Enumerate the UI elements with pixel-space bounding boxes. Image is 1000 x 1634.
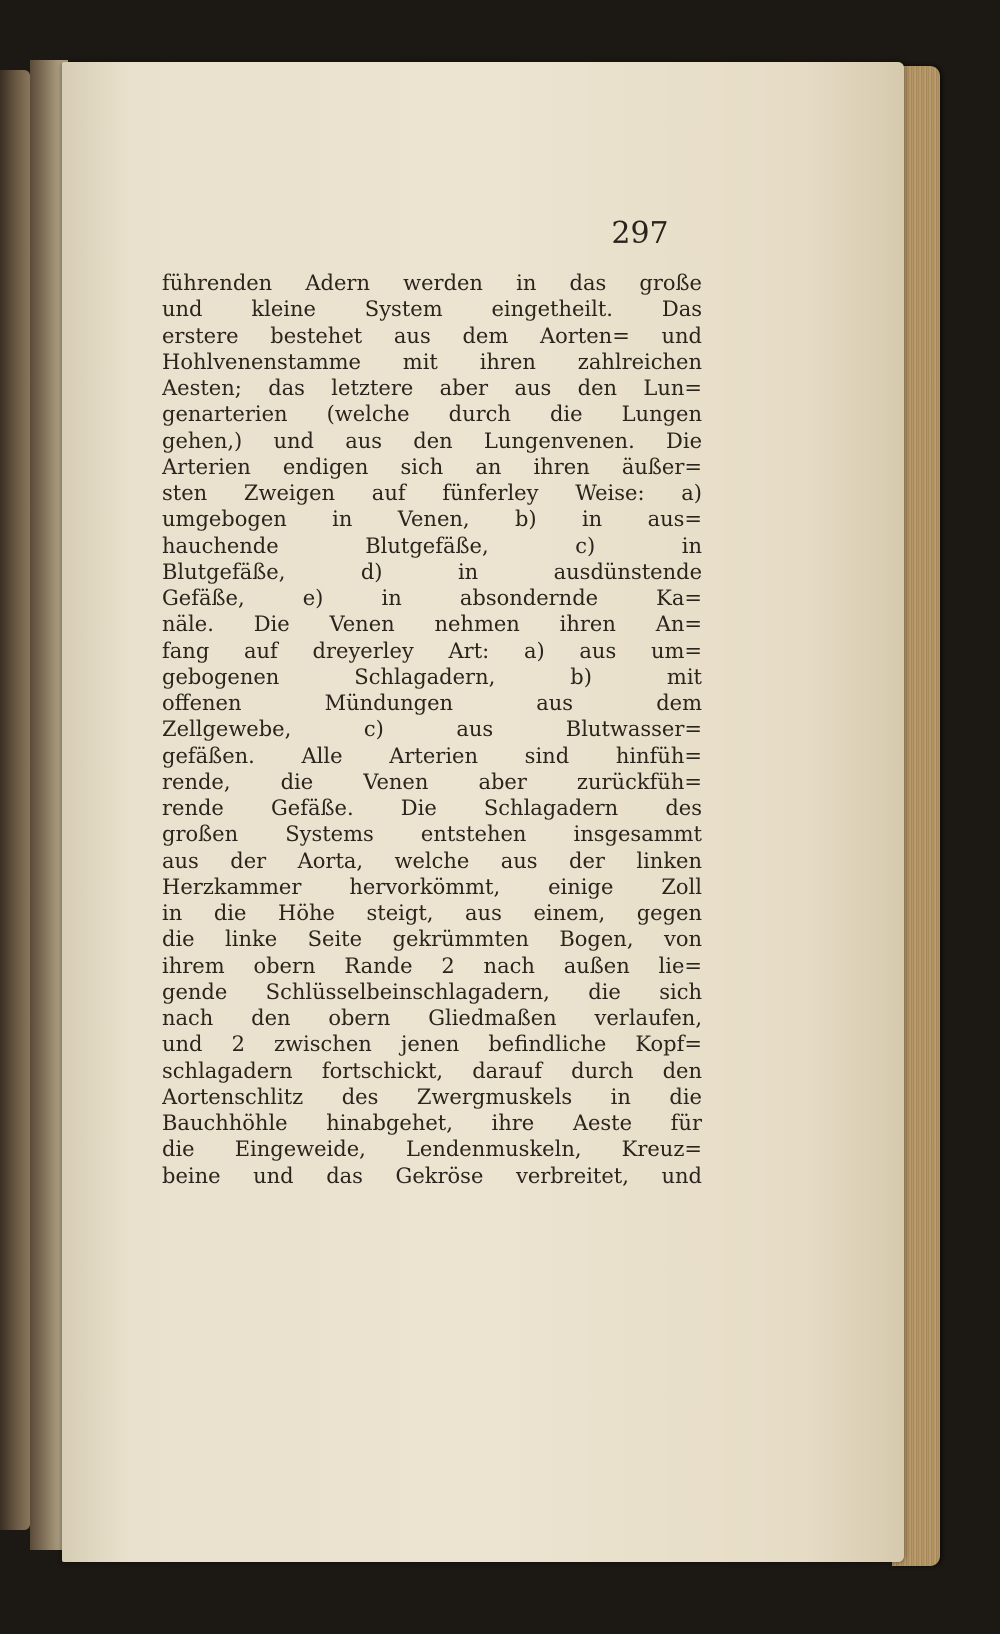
text-line: aus der Aorta, welche aus der linken [162,848,702,873]
text-line: Zellgewebe, c) aus Blutwasser= [162,717,702,742]
text-line: die linke Seite gekrümmten Bogen, von [162,927,702,952]
text-line: in die Höhe steigt, aus einem, gegen [162,901,702,925]
text-line: rende, die Venen aber zurückfüh= [162,769,702,794]
text-line: rende Gefäße. Die Schlagadern des [162,796,702,820]
text-line: führenden Adern werden in das große [162,271,702,295]
text-line: Arterien endigen sich an ihren äußer= [162,454,702,479]
text-line: sten Zweigen auf fünferley Weise: a) [162,481,702,505]
page-number: 297 [611,216,669,251]
text-line: gefäßen. Alle Arterien sind hinfüh= [162,743,702,768]
text-line: umgebogen in Venen, b) in aus= [162,507,702,532]
text-line: Blutgefäße, d) in ausdünstende [162,559,702,584]
text-line: fang auf dreyerley Art: a) aus um= [162,638,702,663]
text-line: schlagadern fortschickt, darauf durch den [162,1058,702,1083]
text-line: Aortenschlitz des Zwergmuskels in die [162,1084,702,1109]
previous-page-edge [0,70,30,1530]
text-line: beine und das Gekröse verbreitet, und [162,1163,702,1188]
text-line: hauchende Blutgefäße, c) in [162,533,702,558]
text-line: Bauchhöhle hinabgehet, ihre Aeste für [162,1111,702,1135]
text-line: gehen,) und aus den Lungenvenen. Die [162,428,702,453]
text-line: gebogenen Schlagadern, b) mit [162,664,702,689]
text-line: nach den obern Gliedmaßen verlaufen, [162,1006,702,1030]
text-line: genarterien (welche durch die Lungen [162,402,702,427]
text-line: Hohlvenenstamme mit ihren zahlreichen [162,349,702,374]
text-line: ihrem obern Rande 2 nach außen lie= [162,953,702,978]
text-line: Gefäße, e) in absondernde Ka= [162,586,702,610]
text-line: Herzkammer hervorkömmt, einige Zoll [162,874,702,899]
text-line: und 2 zwischen jenen befindliche Kopf= [162,1032,702,1057]
text-line: gende Schlüsselbeinschlagadern, die sich [162,979,702,1004]
body-text [162,270,702,1189]
text-line: offenen Mündungen aus dem [162,691,702,715]
text-line: großen Systems entstehen insgesammt [162,822,702,847]
text-line: und kleine System eingetheilt. Das [162,297,702,322]
text-line: näle. Die Venen nehmen ihren An= [162,612,702,637]
text-line: die Eingeweide, Lendenmuskeln, Kreuz= [162,1137,702,1162]
text-line: Aesten; das letztere aber aus den Lun= [162,376,702,400]
text-line: erstere bestehet aus dem Aorten= und [162,323,702,348]
